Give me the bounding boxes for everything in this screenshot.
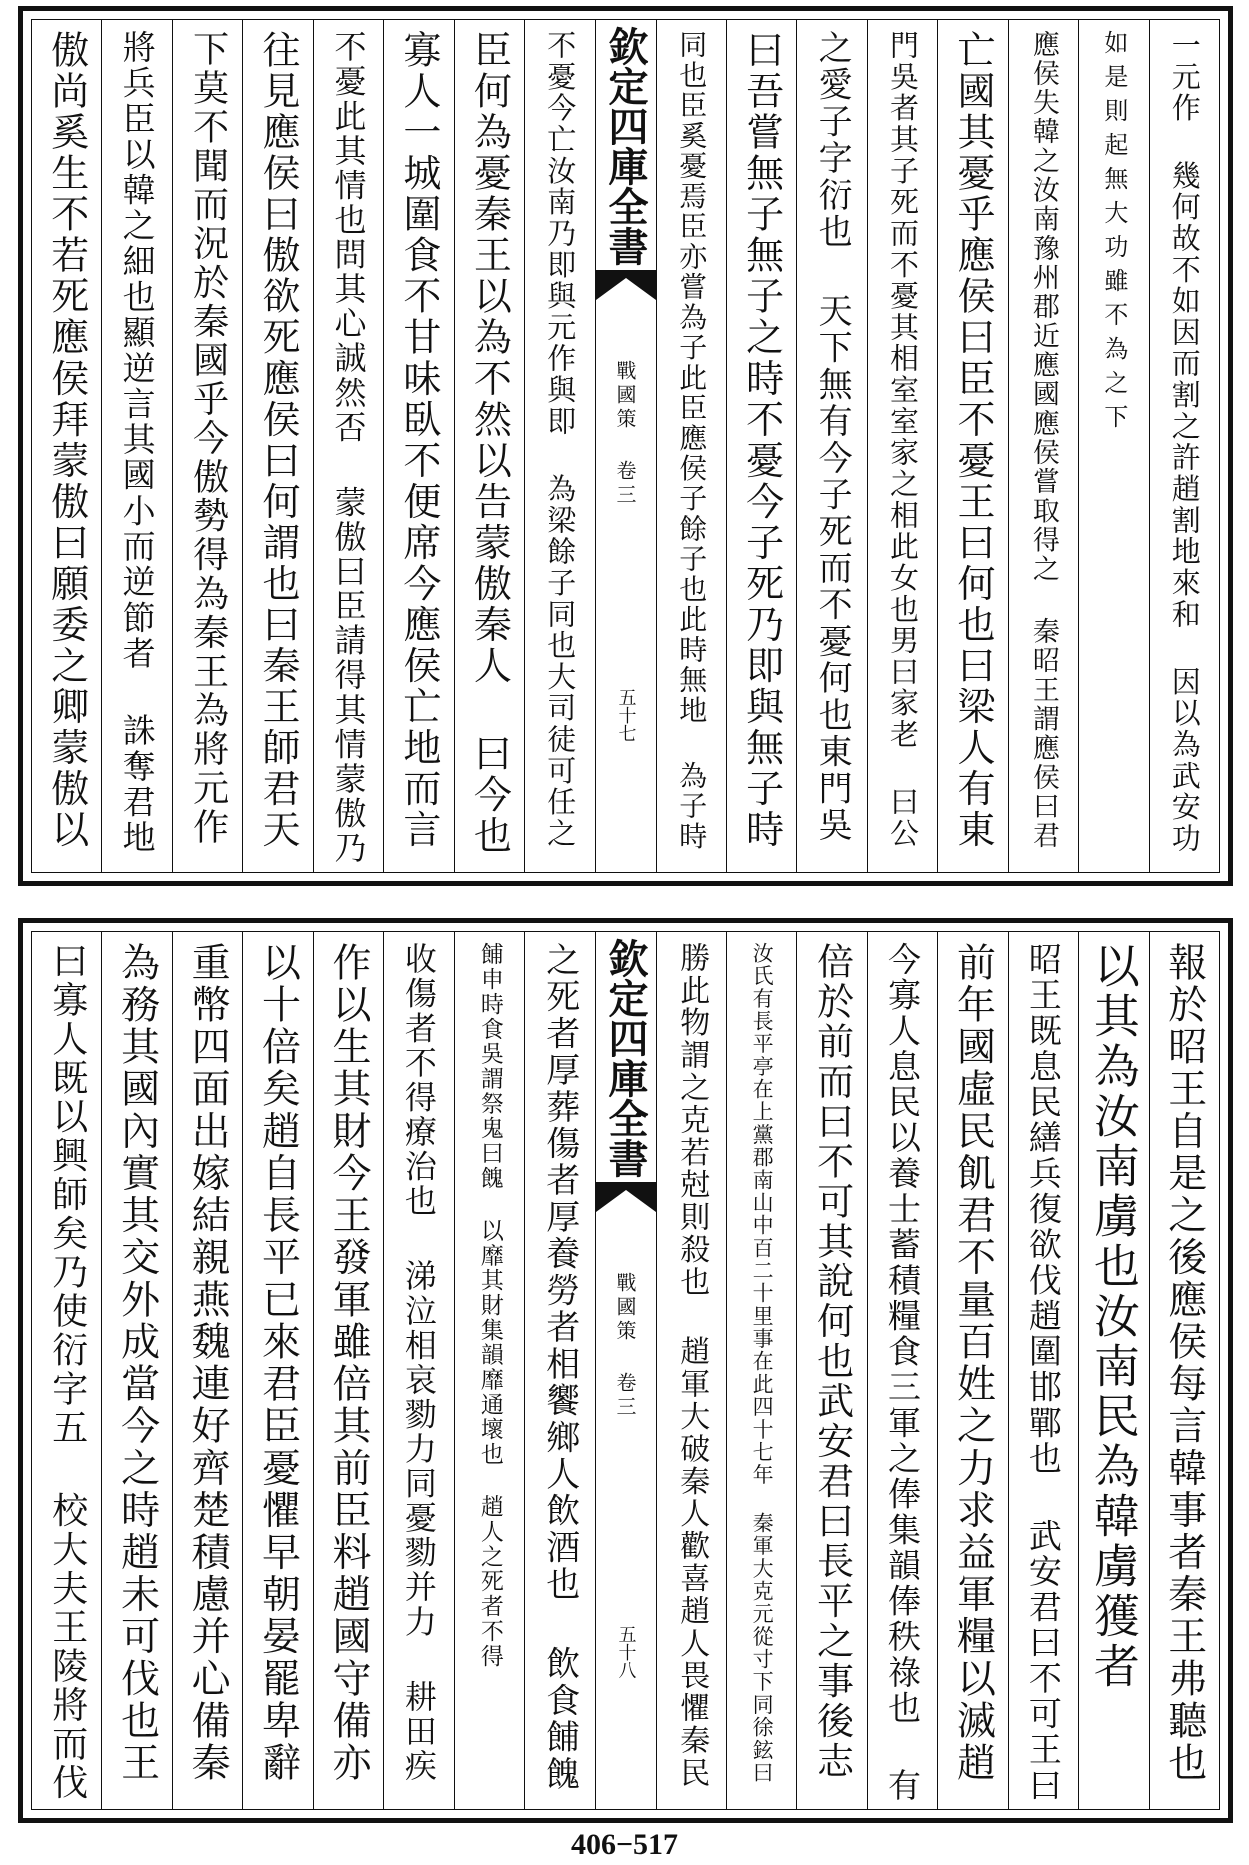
column-text: 寡人一城圍食不甘味臥不便席今應侯亡地而言 bbox=[396, 30, 441, 851]
text-column bbox=[796, 20, 866, 872]
column-text: 傲尚奚生不若死應侯拜蒙傲曰願委之卿蒙傲以 bbox=[44, 30, 89, 851]
column-text: 餔申時食吳謂祭鬼曰餽 以靡其財集韻靡通壞也 趙人之死者不得 bbox=[476, 942, 503, 1669]
text-column bbox=[32, 20, 101, 872]
text-column bbox=[1008, 20, 1078, 872]
text-column bbox=[383, 20, 453, 872]
text-column bbox=[101, 932, 171, 1809]
column-text: 下莫不聞而況於秦國乎今傲勢得為秦王為將元作 bbox=[187, 30, 229, 847]
text-column bbox=[937, 932, 1007, 1809]
text-column bbox=[867, 20, 937, 872]
column-text: 曰吾嘗無子無子之時不憂今子死乃即與無子時 bbox=[739, 30, 784, 851]
bottom-columns bbox=[32, 932, 1219, 1809]
top-page bbox=[18, 6, 1233, 886]
top-columns bbox=[32, 20, 1219, 872]
text-column bbox=[1149, 20, 1219, 872]
column-text: 門吳者其子死而不憂其相室室家之相此女也男曰家老 曰公 bbox=[886, 30, 921, 850]
column-text: 亡國其憂乎應侯曰臣不憂王曰何也曰梁人有東 bbox=[950, 30, 995, 851]
text-column bbox=[1008, 932, 1078, 1809]
column-text: 不憂此其情也問其心誠然否 蒙傲曰臣請得其情蒙傲乃 bbox=[329, 30, 368, 866]
text-column bbox=[454, 932, 524, 1809]
column-text: 曰寡人既以興師矣乃使衍字五 校大夫王陵將而伐 bbox=[46, 942, 88, 1803]
column-text: 報於昭王自是之後應侯每言韓事者秦王弗聽也 bbox=[1161, 942, 1207, 1785]
text-column bbox=[796, 932, 866, 1809]
text-column bbox=[1149, 932, 1219, 1809]
text-column bbox=[524, 932, 594, 1809]
volume-label: 戰國策 卷三 bbox=[613, 360, 637, 508]
text-column bbox=[172, 932, 242, 1809]
column-text: 不憂今亡汝南乃即與元作與即 為梁餘子同也大司徒可任之 bbox=[543, 30, 578, 850]
column-text: 為務其國內實其交外成當今之時趙未可伐也王 bbox=[114, 942, 160, 1785]
center-margin bbox=[595, 20, 656, 872]
column-text: 臣何為憂秦王以為不然以告蒙傲秦人 曰今也 bbox=[467, 30, 512, 857]
text-column bbox=[242, 932, 312, 1809]
text-column bbox=[656, 20, 726, 872]
bottom-page-frame bbox=[31, 931, 1220, 1810]
book-title: 欽定四庫全書 bbox=[602, 26, 649, 266]
text-column bbox=[726, 932, 796, 1809]
column-text: 汝氏有長平亭在上黨郡南山中百二十里事在此四十七年 秦軍大克元從寸下同徐鉉曰 bbox=[750, 942, 775, 1785]
text-column bbox=[1078, 932, 1148, 1809]
bottom-page bbox=[18, 918, 1233, 1823]
fish-tail-mark-icon bbox=[596, 1182, 656, 1212]
text-column bbox=[313, 932, 383, 1809]
text-column bbox=[101, 20, 171, 872]
text-column bbox=[313, 20, 383, 872]
text-column bbox=[383, 932, 453, 1809]
column-text: 之死者厚葬傷者厚養勞者相饗鄉人飲酒也 飲食餔餽 bbox=[539, 942, 580, 1793]
text-column bbox=[242, 20, 312, 872]
text-column bbox=[524, 20, 594, 872]
text-column bbox=[454, 20, 524, 872]
column-text: 倍於前而曰不可其說何也武安君曰長平之事後志 bbox=[810, 942, 854, 1782]
column-text: 作以生其財今王發軍雖倍其前臣料趙國守備亦 bbox=[325, 942, 371, 1785]
top-page-frame bbox=[31, 19, 1220, 873]
center-margin bbox=[595, 932, 656, 1809]
column-text: 之愛子字衍也 天下無有今子死而不憂何也東門吳 bbox=[812, 30, 853, 844]
book-title: 欽定四庫全書 bbox=[602, 938, 649, 1178]
column-text: 昭王既息民繕兵復欲伐趙圍邯鄲也 武安君曰不可王曰 bbox=[1023, 942, 1063, 1804]
column-text: 如是則起無大功雖不為之下 bbox=[1099, 30, 1128, 438]
column-text: 一元作 幾何故不如因而割之許趙割地來和 因以為武安功 bbox=[1167, 30, 1202, 855]
text-column bbox=[726, 20, 796, 872]
column-text: 以其為汝南虜也汝南民為韓虜獲者 bbox=[1086, 942, 1141, 1692]
text-column bbox=[32, 932, 101, 1809]
page-number: 406−517 bbox=[570, 1828, 679, 1861]
text-column bbox=[1078, 20, 1148, 872]
column-text: 前年國虛民飢君不量百姓之力求益軍糧以滅趙 bbox=[950, 942, 996, 1785]
column-text: 收傷者不得療治也 涕泣相哀勠力同憂勠并力 耕田疾 bbox=[399, 942, 438, 1784]
column-text: 將兵臣以韓之細也顯逆言其國小而逆節者 誅奪君地 bbox=[117, 30, 157, 856]
volume-label: 戰國策 卷三 bbox=[613, 1272, 637, 1420]
column-text: 重幣四面出嫁結親燕魏連好齊楚積慮并心備秦 bbox=[185, 942, 231, 1785]
column-text: 往見應侯曰傲欲死應侯曰何謂也曰秦王師君天 bbox=[256, 30, 301, 851]
column-text: 應侯失韓之汝南豫州郡近應國應侯嘗取得之 秦昭王謂應侯曰君 bbox=[1027, 30, 1059, 851]
text-column bbox=[656, 932, 726, 1809]
column-text: 以十倍矣趙自長平已來君臣憂懼早朝晏罷卑辭 bbox=[255, 942, 301, 1785]
text-column bbox=[867, 932, 937, 1809]
column-text: 今寡人息民以養士蓄積糧食三軍之俸集韻俸秩祿也 有 bbox=[883, 942, 923, 1804]
folio-number: 五十七 bbox=[615, 688, 637, 742]
text-column bbox=[937, 20, 1007, 872]
text-column bbox=[172, 20, 242, 872]
column-text: 同也臣奚憂焉臣亦嘗為子此臣應侯子餘子也此時無地 為子時 bbox=[675, 30, 709, 852]
fish-tail-mark-icon bbox=[596, 270, 656, 300]
column-text: 勝此物謂之克若尅則殺也 趙軍大破秦人歡喜趙人畏懼秦民 bbox=[674, 942, 710, 1790]
folio-number: 五十八 bbox=[615, 1625, 637, 1679]
